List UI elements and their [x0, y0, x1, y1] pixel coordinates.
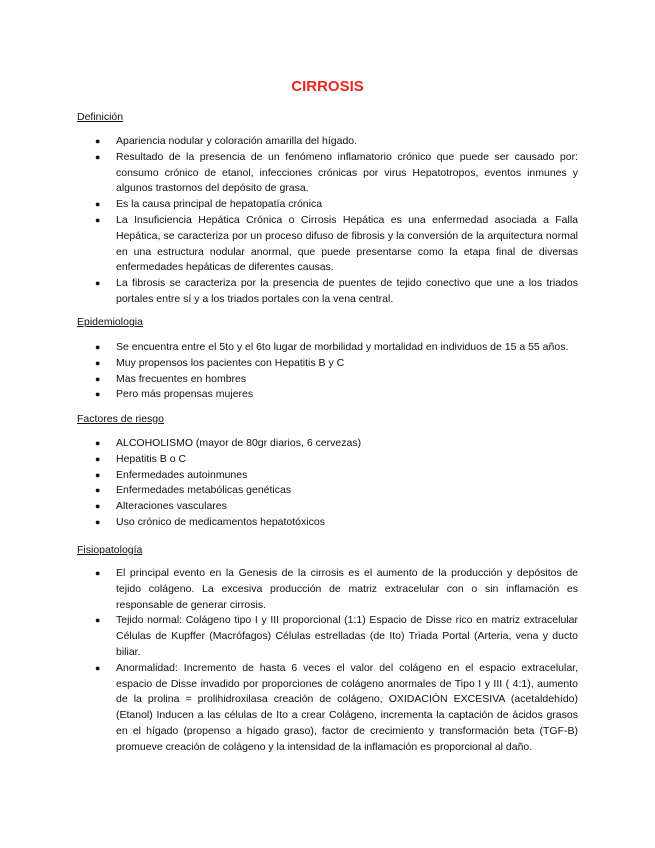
factores-list [0, 436, 578, 531]
list-item: ● Enfermedades metabólicas genéticas [0, 483, 578, 499]
list-item: ● Mas frecuentes en hombres [0, 372, 578, 388]
section-heading-epidemiologia: Epidemiologia [77, 316, 143, 328]
document-title: CIRROSIS [291, 78, 364, 95]
bullet-icon: ● [95, 136, 101, 146]
bullet-icon: ● [95, 516, 101, 527]
bullet-icon: ● [95, 214, 101, 225]
bullet-icon: ● [95, 615, 101, 626]
section-heading-factores: Factores de riesgo [77, 413, 164, 425]
list-item: ● Uso crónico de medicamentos hepatotóxicos [0, 515, 578, 531]
list-item: ● Resultado de la presencia de un fenómeno inflamatorio crónico que puede ser causado por: consumo crónico de etanol, infecciones crónicas por virus Hepatotropos, eventos inmunes y algunos trastornos del depósito de grasa. [95, 150, 578, 195]
fisiopatologia-list [0, 566, 578, 756]
list-item: ● Pero más propensas mujeres [0, 387, 578, 403]
list-item: ● Anormalidad: Incremento de hasta 6 veces el valor del colágeno en el espacio extracelular, espacio de Disse invadido por proporciones de colágeno anormales de Tipo I y III ( 4:1), aumento de la prolina = prolihidroxilasa creación de colágeno, OXIDACIÓN EXCESIVA (acetaldehído) (Etanol) Inducen a las células de Ito a crear Colágeno, incrementa la captación de ácidos grasos en el hígado (propenso a hígado graso), factor de crecimiento y transformación beta (TGF-B) promueve creación de colágeno y la intensidad de la inflamación es proporcional al daño. [95, 661, 578, 753]
bullet-icon: ● [95, 373, 101, 384]
list-item: ● Muy propensos los pacientes con Hepatitis B y C [0, 356, 578, 372]
bullet-icon: ● [95, 199, 101, 210]
bullet-icon: ● [95, 662, 101, 673]
list-item: ● Tejido normal: Colágeno tipo I y III proporcional (1:1) Espacio de Disse rico en matriz extracelular Células de Kupffer (Macrófagos) Células estrelladas (de Ito) Triada Portal (Arteria, vena y ducto biliar. [95, 614, 578, 658]
bullet-icon: ● [95, 469, 101, 480]
list-item: ● La fibrosis se caracteriza por la presencia de puentes de tejido conectivo que une a los triados portales entre sí y a los triados portales con la vena central. [95, 277, 578, 305]
bullet-icon: ● [95, 438, 101, 448]
bullet-icon: ● [95, 357, 101, 368]
bullet-icon: ● [95, 568, 101, 578]
section-heading-fisiopatologia: Fisiopatología [77, 544, 143, 556]
bullet-icon: ● [95, 278, 101, 289]
bullet-icon: ● [95, 453, 101, 464]
list-item: ● ALCOHOLISMO (mayor de 80gr diarios, 6 cervezas) [0, 436, 578, 452]
list-item: ● Hepatitis B o C [0, 452, 578, 468]
bullet-icon: ● [95, 151, 101, 162]
bullet-icon: ● [95, 485, 101, 496]
epidemiologia-list [0, 340, 578, 403]
list-item: ● Alteraciones vasculares [0, 499, 578, 515]
list-item: ● El principal evento en la Genesis de la cirrosis es el aumento de la producción y depósitos de tejido colágeno. La excesiva producción de matriz extracelular con o sin inflamación es responsable de generar cirrosis. [95, 567, 578, 611]
list-item: ● Enfermedades autoinmunes [0, 468, 578, 484]
bullet-icon: ● [95, 342, 101, 352]
list-item: ● Es la causa principal de hepatopatía crónica [0, 197, 578, 213]
list-item: ● La Insuficiencia Hepática Crónica o Cirrosis Hepática es una enfermedad asociada a Falla Hepática, se caracteriza por un proceso difuso de fibrosis y la conversión de la arquitectura normal en una estructura nodular anormal, que puede presentarse como la etapa final de diversas enfermedades hepáticas de diferentes causas. [95, 213, 578, 274]
list-item: ● Se encuentra entre el 5to y el 6to lugar de morbilidad y mortalidad en individuos de 15 a 55 años. [0, 340, 578, 356]
definicion-list [0, 134, 578, 308]
bullet-icon: ● [95, 389, 101, 400]
section-heading-definicion: Definición [77, 111, 124, 123]
bullet-icon: ● [95, 501, 101, 512]
list-item: ● Apariencia nodular y coloración amarilla del hígado. [0, 134, 578, 150]
